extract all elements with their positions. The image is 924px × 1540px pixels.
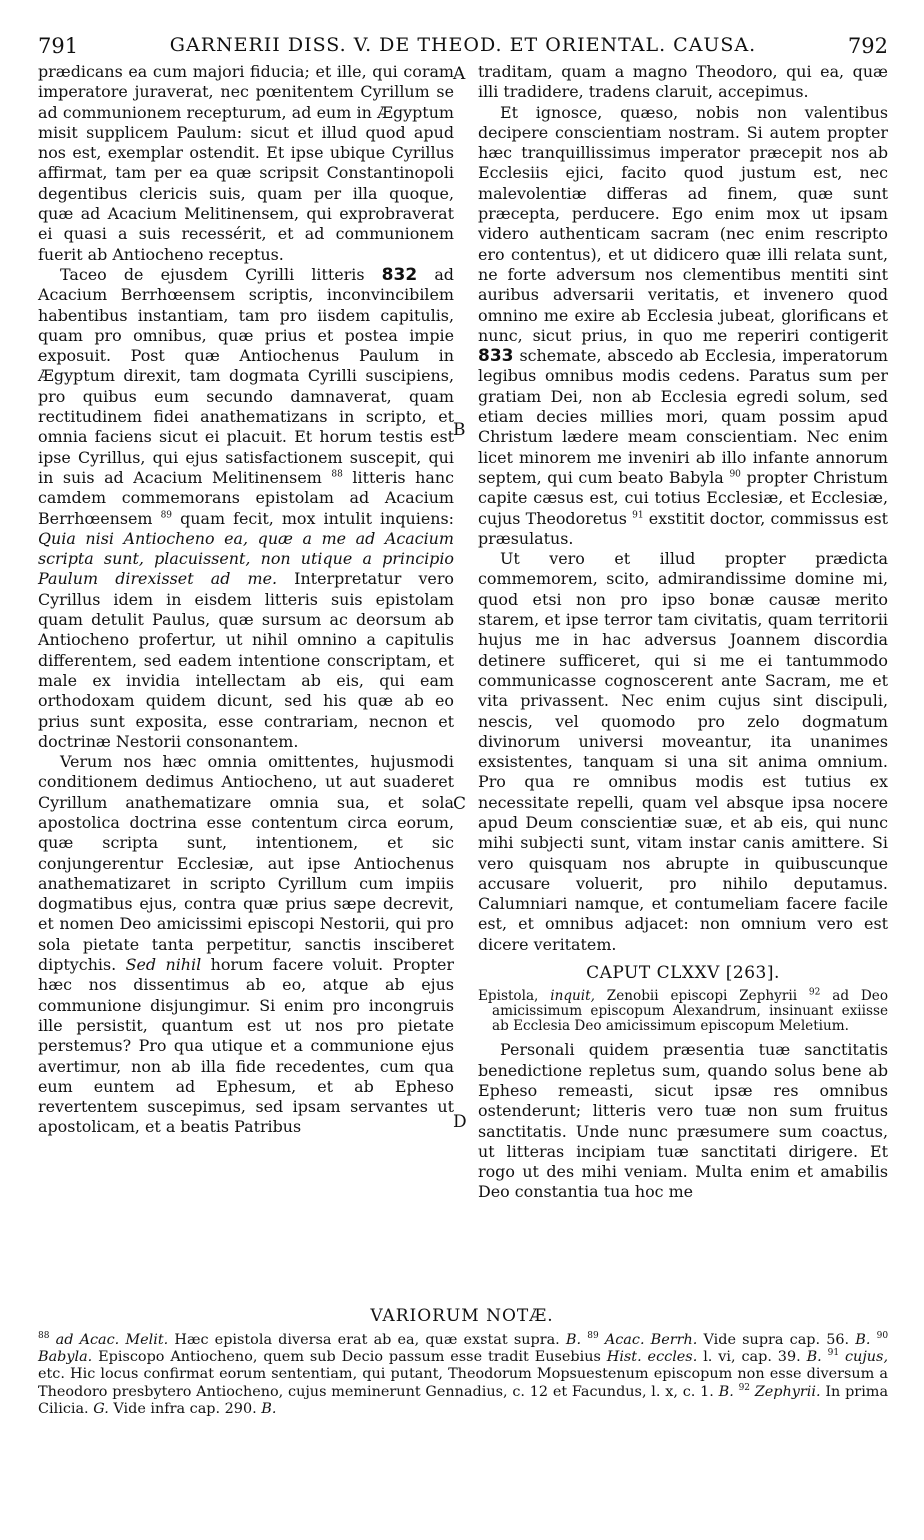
- note-ref-92: 92: [808, 987, 821, 998]
- note-ref-88: 88: [331, 469, 343, 480]
- right-page-number: 792: [847, 34, 888, 58]
- left-page-number: 791: [38, 34, 79, 58]
- right-paragraph-3: Ut vero et illud propter prædicta commemorem, scito, admirandissime domine mi, quod etsi non pro ipso bonæ causæ merito starem, et ipse terror tam civitatis, quam territorii hujus me in hac adversus Joannem discordia detinere sufficeret, qui si me ei tantummodo communicasse cognoscerent ante Sacram, me et vita privassent. Nec enim cujus sint discipuli, nescis, vel quomodo pro zelo dogmatum divinorum universi moveantur, ita unanimes exsistentes, tanquam si una sit anima omnium. Pro qua re omnibus modis est tutius ex necessitate repelli, quam vel absque ipsa nocere apud Deum conscientiæ suæ, et ab eis, qui nunc mihi subjecti sunt, vitam instar canis amittere. Si vero quisquam nos abrupte in quibuscunque accusare voluerit, pro nihilo deputamus. Calumniari namque, et contumeliam facere facile est, et omnibus adjacet: non omnium vero est dicere veritatem.: [478, 549, 888, 954]
- margin-letter-b: B: [453, 420, 466, 440]
- right-column: [478, 62, 888, 1203]
- footnotes: $^{88}$ ad Acac. Melit. Hæc epistola diversa erat ab ea, quæ exstat supra. B. $^{89}$ Acac. Berrh. Vide supra cap. 56. B. $^{90}$ Babyla. Episcopo Antiocheno, quem sub Decio passum esse tradit Eusebius Hist. eccles. l. vi, cap. 39. B. $^{91}$ cujus, etc. Hic locus confirmat eorum sententiam, qui putant, Theodorum Mopsuestenum episcopum non esse diversum a Theodoro presbytero Antiocheno, cujus meminerunt Gennadius, c. 12 et Facundus, l. x, c. 1. B. $^{92}$ Zephyrii. In prima Cilicia. G. Vide infra cap. 290. B.: [38, 1331, 889, 1417]
- left-paragraph-3: Verum nos hæc omnia omittentes, hujusmodi conditionem dedimus Antiocheno, ut aut suaderet Cyrillum anathematizare omnia sua, et sola apostolica doctrina esse contentum circa eorum, quæ scripta sunt, intentionem, et sic conjungerentur Ecclesiæ, aut ipse Antiochenus anathematizaret in scripto Cyrillum cum impiis dogmatibus ejus, contra quæ prius sæpe decrevit, et nomen Deo amicissimi episcopi Nestorii, qui pro sola pietate tanta perpetitur, sanctis insciberet diptychis. Sed nihil horum facere voluit. Propter hæc nos dissentimus ab eo, atque ab ejus communione disjungimur. Si enim pro incongruis ille persistit, quantum est ut nos pro pietate perstemus? Pro qua utique et a communione ejus avertimur, non ab illa fide recedentes, cum qua eum euntem ad Ephesum, et ab Epheso revertentem suscepimus, sed ipsam servantes ut apostolicam, et a beatis Patribus: [38, 752, 454, 1137]
- right-paragraph-1: traditam, quam a magno Theodoro, qui ea, quæ illi tradidere, tradens claruit, accepimus.: [478, 62, 888, 102]
- right-paragraph-4: Personali quidem præsentia tuæ sanctitatis benedictione repletus sum, quando solus bene ab Epheso remeasti, sicut ipsæ res omnibus ostenderunt; litteris vero tuæ non sum fruitus sanctitatis. Unde nunc præsumere sum coactus, ut litteras incipiam tuæ sanctitati dirigere. Et rogo ut des mihi veniam. Multa enim et amabilis Deo constantia tua hoc me: [478, 1040, 888, 1202]
- note-ref-90: 90: [729, 469, 741, 480]
- running-title: GARNERII DISS. V. DE THEOD. ET ORIENTAL. CAUSA.: [169, 34, 757, 56]
- chapter-summary: Epistola, inquit, Zenobii episcopi Zephyrii $^{92}$ ad Deo amicissimum episcopum Alexandrum, insinuant exiisse ab Ecclesia Deo amicissimum episcopum Meletium.: [478, 987, 889, 1035]
- margin-letter-d: D: [453, 1112, 467, 1132]
- note-ref-89: 89: [160, 510, 173, 521]
- running-header: [38, 34, 888, 62]
- column-number-833: 833: [478, 346, 514, 367]
- column-number-832: 832: [381, 264, 418, 285]
- chapter-title: CAPUT CLXXV [263].: [586, 963, 780, 984]
- notes-title: VARIORUM NOTÆ.: [370, 1306, 554, 1326]
- note-ref-91: 91: [632, 510, 644, 521]
- left-column: [38, 62, 454, 1138]
- quotation: Quia nisi Antiocheno ea, quæ a me ad Acacium scripta sunt, placuissent, non utique a principio Paulum direxisset ad me.: [38, 528, 454, 589]
- left-paragraph-2: Taceo de ejusdem Cyrilli litteris 832 ad Acacium Berrhœensem scriptis, inconvincibilem habentibus instantiam, tam pro iisdem capitulis, quam pro omnibus, quæ prius et postea impie exposuit. Post quæ Antiochenus Paulum in Ægyptum direxit, tam dogmata Cyrilli suscipiens, pro quibus eum secundo damnaverat, quam rectitudinem fidei anathematizans in scripto, et omnia faciens sicut ei placuit. Et horum testis est ipse Cyrillus, qui ejus satisfactionem suscepit, qui in suis ad Acacium Melitinensem $^{88}$ litteris hanc camdem commemorans epistolam ad Acacium Berrhœensem $^{89}$ quam fecit, mox intulit inquiens: Quia nisi Antiocheno ea, quæ a me ad Acacium scripta sunt, placuissent, non utique a principio Paulum direxisset ad me. Interpretatur vero Cyrillus idem in eisdem litteris suis epistolam quam detulit Paulus, quæ sursum ac deorsum ab Antiocheno profertur, ut nihil omnino a capitulis differentem, sed eadem intentione conscriptam, et male ex invidia intellectam ab eis, qui eam orthodoxam quidem dicunt, sed his quæ ab eo prius sunt exposita, esse contrariam, necnon et doctrinæ Nestorii consonantem.: [38, 264, 454, 751]
- right-paragraph-2: Et ignosce, quæso, nobis non valentibus decipere conscientiam nostram. Si autem propter hæc tranquillissimus imperator præcepit nos ab Ecclesiis ejici, facito quod justum est, nec malevolentiæ differas ad finem, quæ sunt præcepta, perducere. Ego enim mox ut ipsam videro authenticam sacram (nec enim rescripto ero contentus), et ut didicero quæ illi relata sunt, ne forte adversum nos clementibus mentiti sint auribus adversarii veritatis, et invenero quod omnino me exire ab Ecclesia jubeat, glorificans et nunc, sicut prius, in quo me reperiri contigerit 833 schemate, abscedo ab Ecclesia, imperatorum legibus omnibus modis cedens. Paratus sum per gratiam Dei, non ab Ecclesia egredi solum, sed etiam decies millies mori, quam possim apud Christum lædere meam conscientiam. Nec enim licet minorem me inveniri ab illo infante annorum septem, qui cum beato Babyla $^{90}$ propter Christum capite cæsus est, cui totius Ecclesiæ, et Ecclesiæ, cujus Theodoretus $^{91}$ exstitit doctor, commissus est præsulatus.: [478, 102, 888, 548]
- margin-letter-a: A: [453, 64, 466, 84]
- margin-letter-c: C: [453, 794, 467, 814]
- left-paragraph-1: prædicans ea cum majori fiducia; et ille, qui coram imperatore juraverat, nec pœnitentem Cyrillum se ad communionem recepturum, ad eum in Ægyptum misit supplicem Paulum: sicut et illud quod apud nos est, exemplar ostendit. Et ipse ubique Cyrillus affirmat, tam per ea quæ scripsit Constantinopoli degentibus clericis suis, quam per illa quoque, quæ ad Acacium Melitinensem, qui exprobraverat ei quasi a suis recessérit, et ad communionem fuerit ab Antiocheno receptus.: [38, 62, 454, 264]
